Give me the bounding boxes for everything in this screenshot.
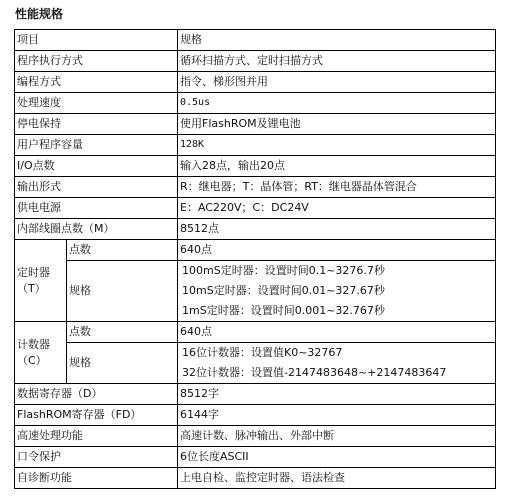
table-header-row	[15, 30, 496, 51]
timer-spec-label: 规格	[67, 261, 178, 322]
section-title: 性能规格	[15, 7, 64, 21]
row-value: E：AC220V；C：DC24V	[178, 198, 496, 219]
row-label: 数据寄存器（D）	[15, 384, 178, 405]
table-row	[15, 156, 496, 177]
row-value: 8512点	[178, 219, 496, 240]
row-label: 自诊断功能	[15, 468, 178, 489]
counter-points-label: 点数	[67, 322, 178, 343]
row-value: 6位长度ASCII	[178, 447, 496, 468]
row-label: 口令保护	[15, 447, 178, 468]
timer-label-line2: （T）	[17, 281, 46, 295]
row-label: 编程方式	[15, 72, 178, 93]
table-row	[15, 447, 496, 468]
counter-spec-line: 32位计数器：设置值-2147483648~+2147483647	[182, 366, 447, 379]
timer-points-row	[15, 240, 496, 261]
table-row	[15, 219, 496, 240]
row-value: 高速计数、脉冲输出、外部中断	[178, 426, 496, 447]
timer-label	[15, 240, 67, 322]
table-row	[15, 468, 496, 489]
row-value: 指令、梯形图并用	[178, 72, 496, 93]
row-label: I/O点数	[15, 156, 178, 177]
counter-spec-line: 16位计数器：设置值K0~32767	[182, 346, 343, 359]
row-value: 6144字	[178, 405, 496, 426]
counter-spec-row	[15, 343, 496, 384]
table-row	[15, 384, 496, 405]
row-label: 输出形式	[15, 177, 178, 198]
timer-points-value: 640点	[178, 240, 496, 261]
table-row	[15, 51, 496, 72]
row-value: 128K	[178, 135, 496, 156]
header-spec: 规格	[178, 30, 496, 51]
row-label: 停电保持	[15, 114, 178, 135]
timer-spec-line: 1mS定时器：设置时间0.001~32.767秒	[182, 304, 385, 317]
row-value: 输入28点，输出20点	[178, 156, 496, 177]
counter-label	[15, 322, 67, 384]
timer-spec-values	[178, 261, 496, 322]
table-row	[15, 405, 496, 426]
spec-table	[14, 29, 496, 489]
counter-label-line2: （C）	[17, 353, 47, 367]
row-value: 循环扫描方式、定时扫描方式	[178, 51, 496, 72]
row-label: 用户程序容量	[15, 135, 178, 156]
counter-points-value: 640点	[178, 322, 496, 343]
timer-label-line1: 定时器	[17, 265, 50, 279]
table-row	[15, 198, 496, 219]
counter-spec-label: 规格	[67, 343, 178, 384]
row-label: 程序执行方式	[15, 51, 178, 72]
table-row	[15, 135, 496, 156]
row-label: 供电电源	[15, 198, 178, 219]
row-label: 高速处理功能	[15, 426, 178, 447]
header-item: 项目	[15, 30, 178, 51]
counter-spec-values	[178, 343, 496, 384]
row-label: FlashROM寄存器（FD）	[15, 405, 178, 426]
row-value: 0.5us	[178, 93, 496, 114]
table-row	[15, 72, 496, 93]
row-value: R：继电器；T：晶体管；RT：继电器晶体管混合	[178, 177, 496, 198]
row-value: 8512字	[178, 384, 496, 405]
table-row	[15, 93, 496, 114]
table-row	[15, 426, 496, 447]
counter-points-row	[15, 322, 496, 343]
row-label: 内部线圈点数（M）	[15, 219, 178, 240]
timer-spec-row	[15, 261, 496, 322]
row-value: 上电自检、监控定时器、语法检查	[178, 468, 496, 489]
row-value: 使用FlashROM及锂电池	[178, 114, 496, 135]
timer-spec-line: 10mS定时器：设置时间0.01~327.67秒	[182, 284, 385, 297]
timer-spec-line: 100mS定时器：设置时间0.1~3276.7秒	[182, 264, 385, 277]
counter-label-line1: 计数器	[17, 337, 50, 351]
table-row	[15, 114, 496, 135]
table-row	[15, 177, 496, 198]
row-label: 处理速度	[15, 93, 178, 114]
timer-points-label: 点数	[67, 240, 178, 261]
